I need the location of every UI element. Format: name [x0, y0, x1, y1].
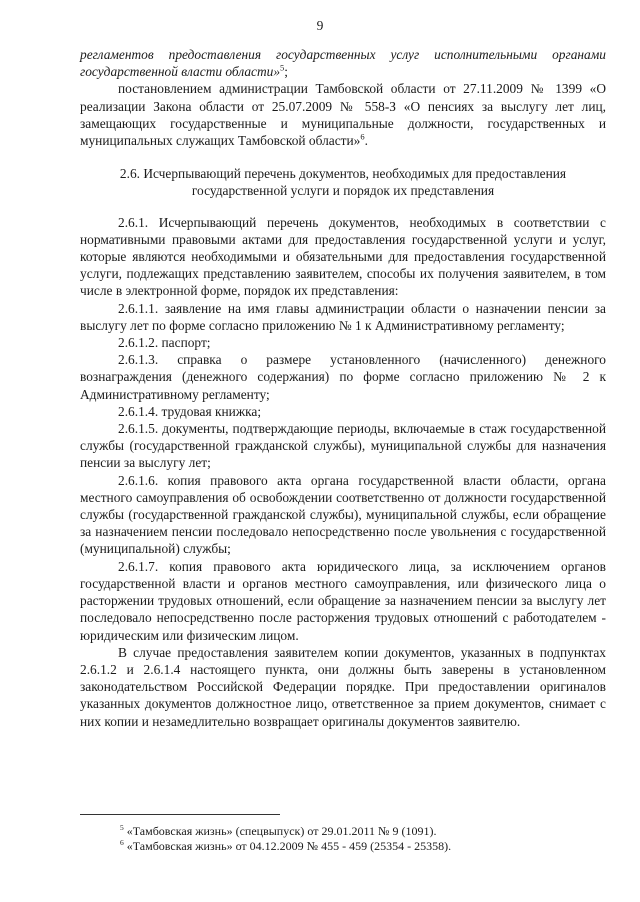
paragraph-2-6-1-4: 2.6.1.4. трудовая книжка;: [118, 403, 262, 419]
paragraph-decree: [80, 80, 606, 149]
footnotes: [120, 824, 600, 854]
paragraph-copies: В случае предоставления заявителем копии документов, указанных в подпунктах 2.6.1.2 и 2.6.1.4 настоящего пункта, они должны быть заверены в установленном законодательством Российской Федерации порядке. При предоставлении оригиналов указанных документов должностное лицо, ответственное за прием документов, снимает с них копии и незамедлительно возвращает оригиналы документов заявителю.: [80, 644, 606, 729]
footnote-ref-6: 6: [360, 131, 365, 142]
footnote-divider: [80, 814, 280, 815]
paragraph-2-6-1-6: 2.6.1.6. копия правового акта органа государственной власти области, органа местного самоуправления об освобождении соответственно от должности государственной службы (государственной гражданской службы), муниципальной службы, если обращение за назначением пенсии последовало непосредственно после увольнения с государственной (муниципальной) службы;: [80, 472, 606, 557]
footnote-number: 5: [120, 823, 124, 832]
paragraph-2-6-1-1: 2.6.1.1. заявление на имя главы администрации области о назначении пенсии за выслугу лет по форме согласно приложению № 1 к Административному регламенту;: [80, 300, 606, 333]
footnote-number: 6: [120, 838, 124, 847]
paragraph-continuation: [80, 46, 606, 80]
footnote-5: [120, 824, 600, 839]
decree-text: постановлением администрации Тамбовской области от 27.11.2009 № 1399 «О реализации Закона области от 25.07.2009 № 558-З «О пенсиях за выслугу лет лиц, замещающих государственные и муниципальные должности, государственных и муниципальных служащих Тамбовской области»: [80, 81, 606, 149]
italic-text: регламентов предоставления государственных услуг исполнительными органами государственной власти области»: [80, 47, 606, 80]
footnote-text: «Тамбовская жизнь» (спецвыпуск) от 29.01.2011 № 9 (1091).: [126, 824, 437, 838]
paragraph-2-6-1: 2.6.1. Исчерпывающий перечень документов, необходимых в соответствии с нормативными правовыми актами для предоставления государственной услуги и услуг, которые являются необходимыми и обязательными для предоставления государственной услуги, подлежащих представлению заявителем, способы их получения заявителем, в том числе в электронной форме, порядок их представления:: [80, 214, 606, 299]
paragraph-2-6-1-3: 2.6.1.3. справка о размере установленного (начисленного) денежного вознаграждения (денежного содержания) по форме согласно приложению № 2 к Административному регламенту;: [80, 352, 606, 402]
paragraph-2-6-1-7: 2.6.1.7. копия правового акта юридического лица, за исключением органов государственной власти и органов местного самоуправления, или физического лица о расторжении трудовых отношений, если обращение за назначением пенсии за выслугу лет последовало непосредственно после расторжения трудовых отношений с работодателем - юридическим или физическим лицом.: [80, 558, 606, 643]
page-number: 9: [316, 18, 324, 33]
footnote-6: [120, 839, 600, 854]
punct: ;: [284, 64, 289, 80]
footnote-text: «Тамбовская жизнь» от 04.12.2009 № 455 - 459 (25354 - 25358).: [126, 839, 452, 853]
section-heading: 2.6. Исчерпывающий перечень документов, необходимых для предоставления государственной услуги и порядок их представления: [119, 166, 567, 199]
punct: .: [364, 133, 368, 149]
paragraph-2-6-1-2: 2.6.1.2. паспорт;: [118, 335, 211, 351]
document-body: [80, 46, 606, 730]
paragraph-2-6-1-5: 2.6.1.5. документы, подтверждающие периоды, включаемые в стаж государственной службы (государственной гражданской службы), муниципальной службы для назначения пенсии за выслугу лет;: [80, 421, 606, 471]
footnote-ref-5: 5: [280, 62, 285, 73]
